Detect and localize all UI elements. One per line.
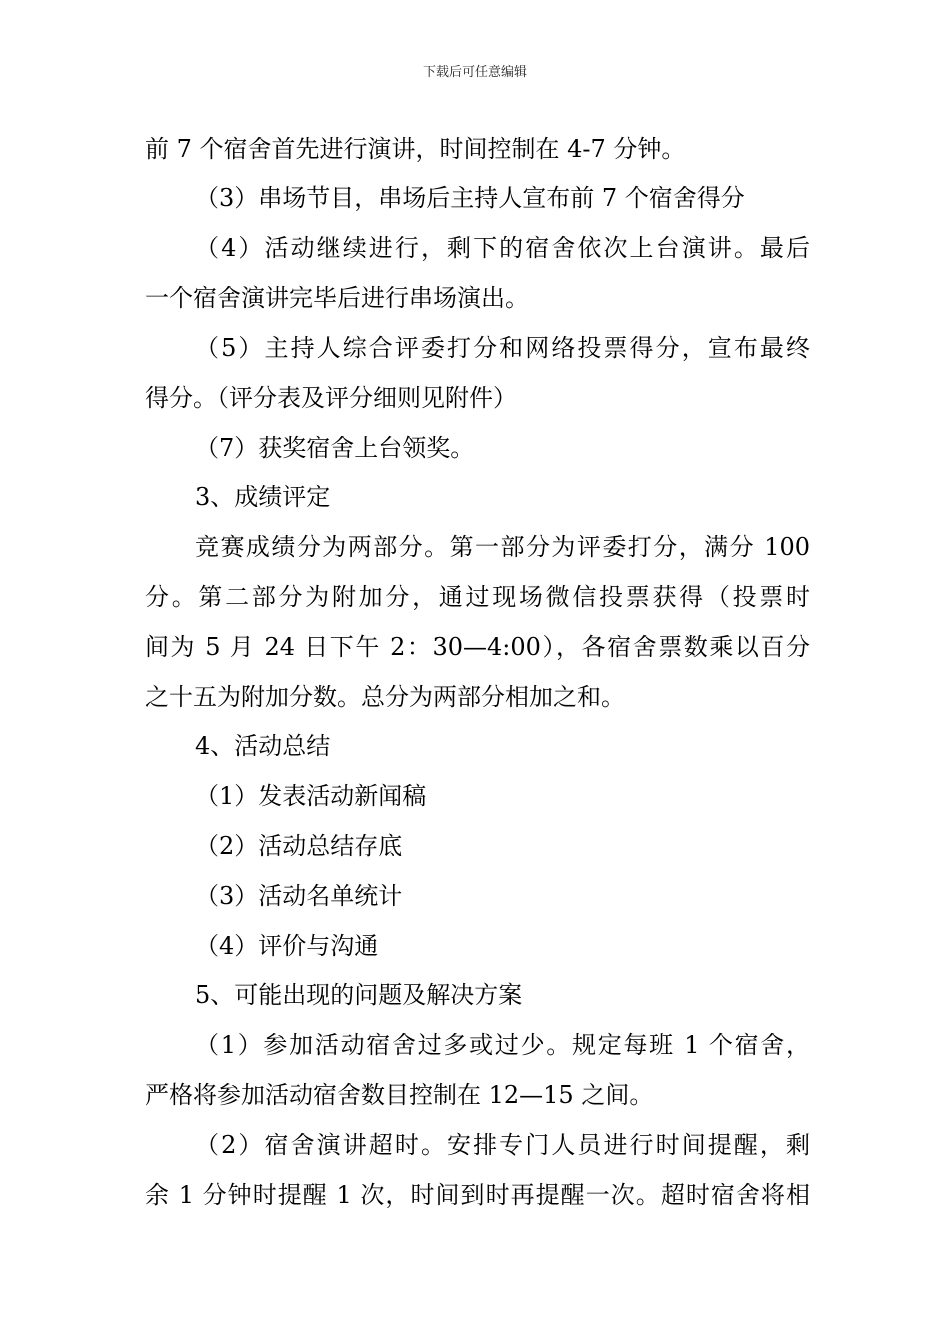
text-line: 余 1 分钟时提醒 1 次，时间到时再提醒一次。超时宿舍将相	[145, 1181, 810, 1209]
text-line: 分。第二部分为附加分，通过现场微信投票获得（投票时	[145, 583, 810, 611]
text-line: 一个宿舍演讲完毕后进行串场演出。	[145, 284, 529, 312]
text-line: （3）串场节目，串场后主持人宣布前 7 个宿舍得分	[195, 184, 745, 212]
text-line: （5）主持人综合评委打分和网络投票得分，宣布最终	[195, 334, 810, 362]
text-line: 之十五为附加分数。总分为两部分相加之和。	[145, 683, 625, 711]
list-item: （1）发表活动新闻稿	[195, 782, 427, 810]
text-line: 间为 5 月 24 日下午 2：30—4:00），各宿舍票数乘以百分	[145, 633, 810, 661]
text-line: （4）活动继续进行，剩下的宿舍依次上台演讲。最后	[195, 234, 810, 262]
section-heading: 5、可能出现的问题及解决方案	[195, 981, 523, 1009]
text-line: 严格将参加活动宿舍数目控制在 12—15 之间。	[145, 1081, 654, 1109]
list-item: （4）评价与沟通	[195, 932, 379, 960]
list-item: （2）活动总结存底	[195, 832, 403, 860]
section-heading: 3、成绩评定	[195, 483, 331, 511]
text-line: 竞赛成绩分为两部分。第一部分为评委打分，满分 100	[195, 533, 810, 561]
text-line: 前 7 个宿舍首先进行演讲，时间控制在 4-7 分钟。	[145, 135, 686, 163]
text-line: （7）获奖宿舍上台领奖。	[195, 434, 475, 462]
text-line: 得分。（评分表及评分细则见附件）	[145, 384, 517, 412]
text-line: （1）参加活动宿舍过多或过少。规定每班 1 个宿舍，	[195, 1031, 810, 1059]
section-heading: 4、活动总结	[195, 732, 331, 760]
text-line: （2）宿舍演讲超时。安排专门人员进行时间提醒，剩	[195, 1131, 810, 1159]
list-item: （3）活动名单统计	[195, 882, 403, 910]
page-header: 下载后可任意编辑	[422, 65, 527, 80]
